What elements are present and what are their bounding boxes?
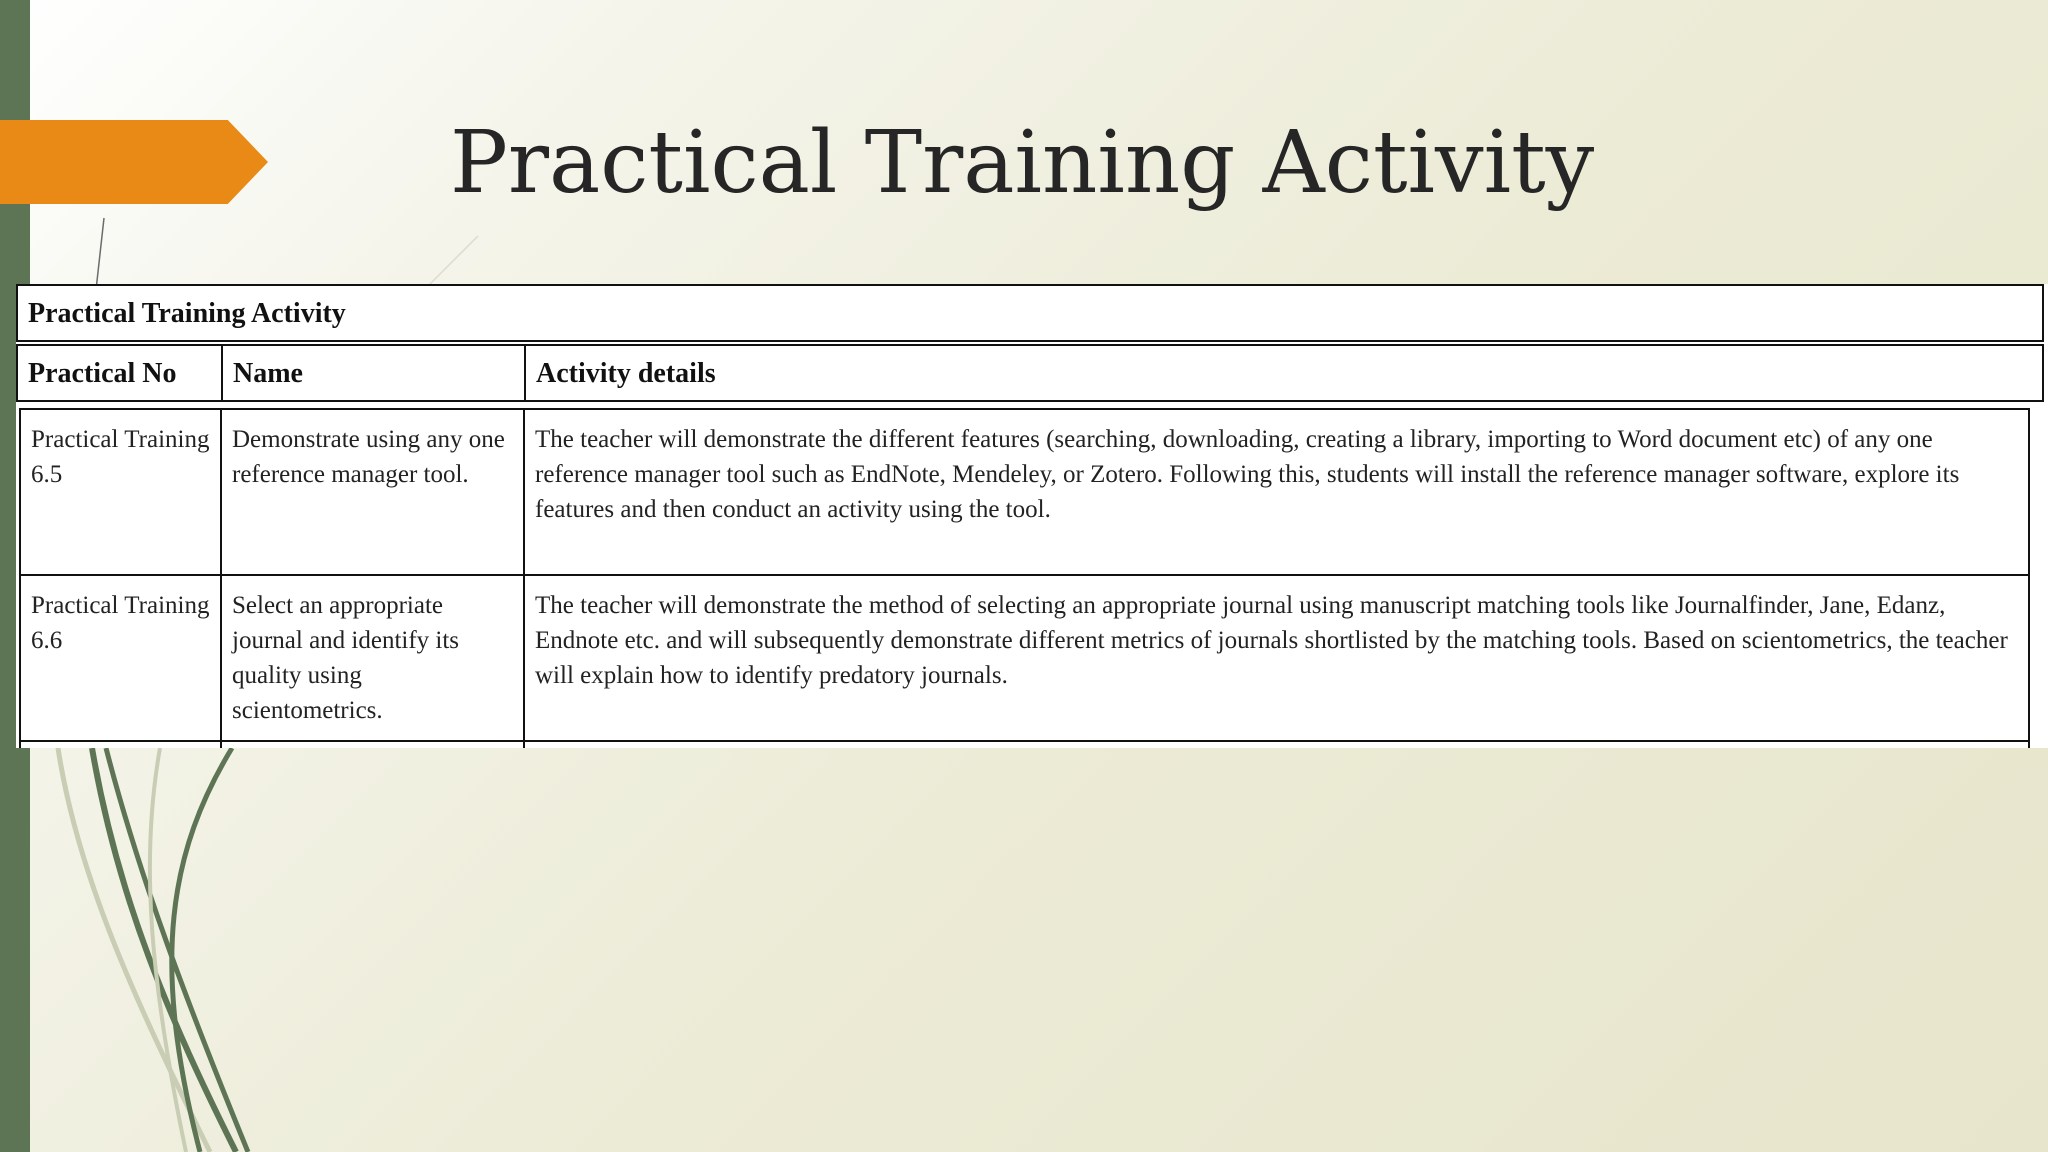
activity-table — [16, 284, 2048, 748]
header-name: Name — [233, 358, 303, 389]
table-caption — [16, 284, 2044, 342]
cell-name: Select an appropriate journal and identify its quality using scientometrics. — [232, 592, 460, 724]
cell-name: Demonstrate using any one reference manager tool. — [232, 426, 505, 488]
column-divider — [523, 742, 525, 748]
orange-arrow-tab — [0, 120, 268, 204]
header-practical-no: Practical No — [28, 358, 177, 389]
cell-activity-details: The teacher will demonstrate the method of selecting an appropriate journal using manuscript matching tools like Journalfinder, Jane, Edanz, Endnote etc. and will subsequently demonstrate different metrics of journals shortlisted by the matching tools. Based on scientometrics, the teacher will explain how to identify predatory journals. — [535, 592, 2008, 689]
cell-practical-no: Practical Training 6.5 — [31, 426, 210, 488]
header-activity-details: Activity details — [536, 358, 716, 389]
cell-practical-no: Practical Training 6.6 — [31, 592, 210, 654]
table-header-row — [16, 344, 2044, 402]
table-row — [21, 576, 2028, 742]
table-caption-text: Practical Training Activity — [28, 298, 346, 329]
cell-activity-details: The teacher will demonstrate the different features (searching, downloading, creating a library, importing to Word document etc) of any one reference manager tool such as EndNote, Mendeley, or Zotero. Following this, students will install the reference manager software, explore its features and then conduct an activity using the tool. — [535, 426, 1960, 523]
table-body — [19, 408, 2030, 748]
slide-title: Practical Training Activity — [450, 113, 1595, 213]
table-row — [21, 410, 2028, 576]
column-divider — [220, 742, 222, 748]
